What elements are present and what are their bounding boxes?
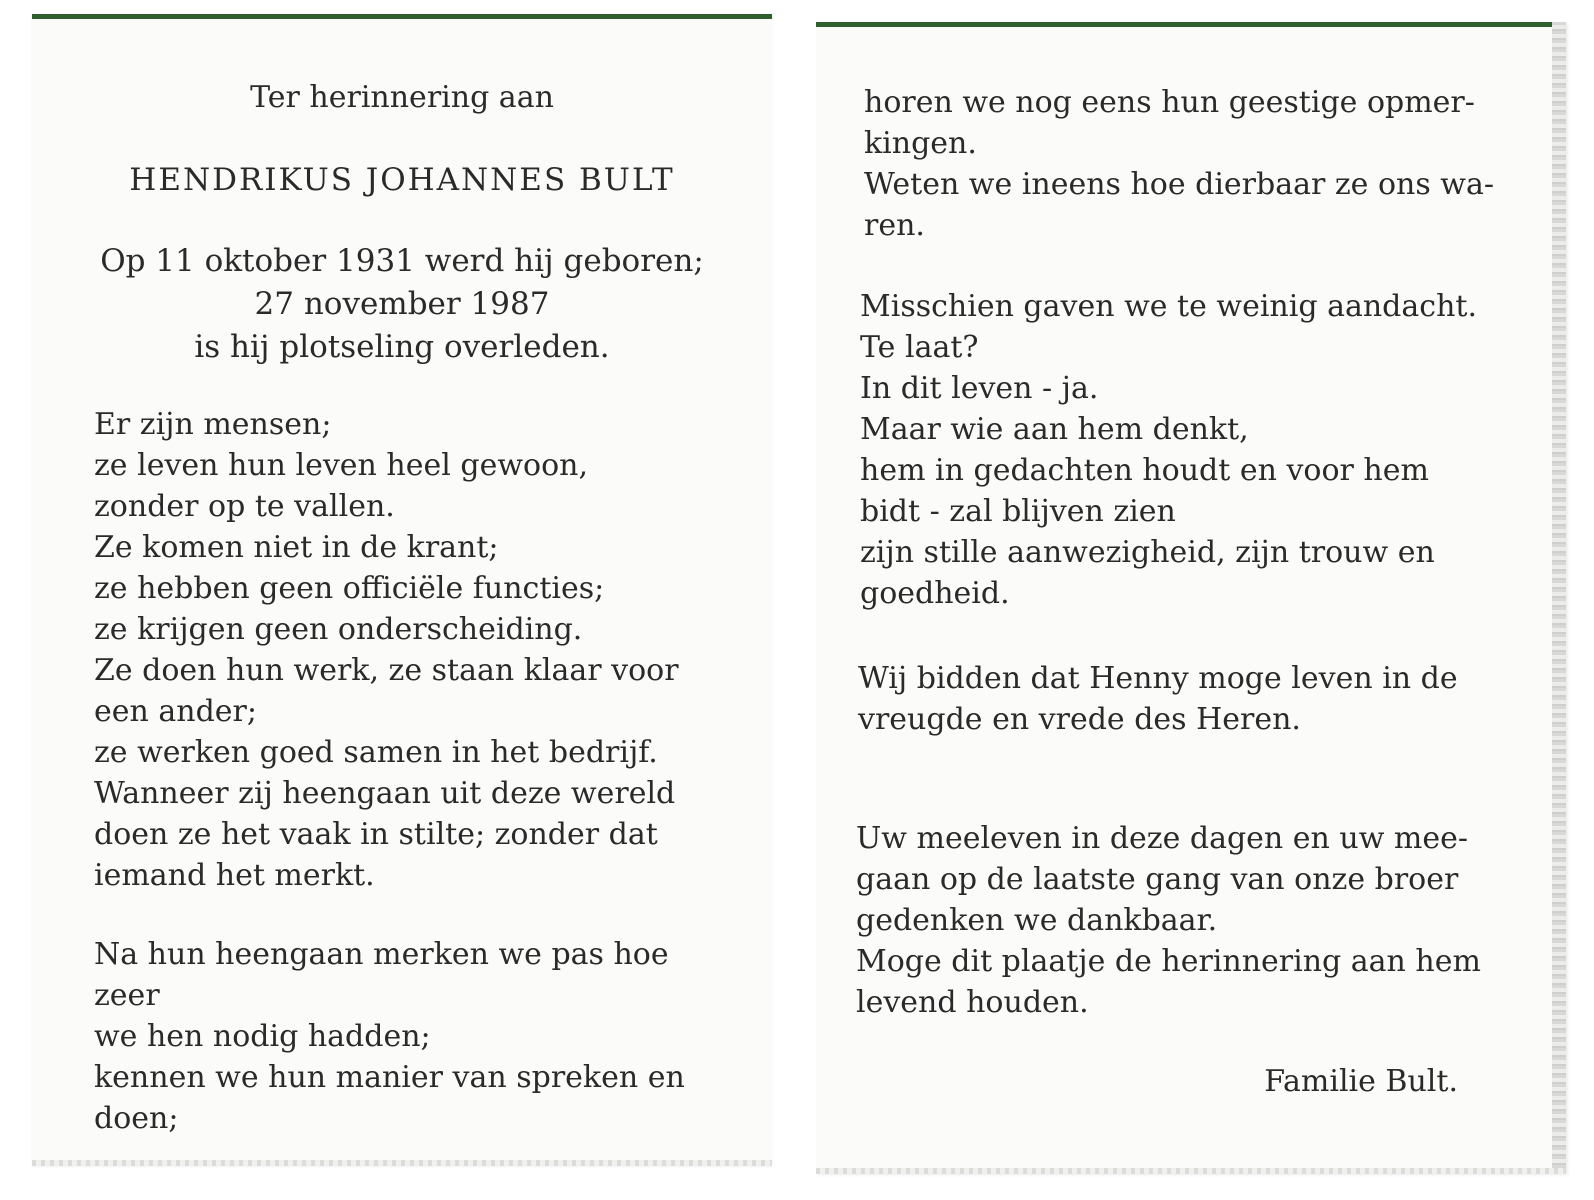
poem-stanza-1 bbox=[94, 404, 734, 896]
poem-line: we hen nodig hadden; bbox=[94, 1019, 431, 1054]
poem-line: In dit leven - ja. bbox=[860, 371, 1099, 406]
poem-line: doen; bbox=[94, 1101, 179, 1136]
poem-line: kennen we hun manier van spreken en bbox=[94, 1060, 685, 1095]
poem-line: Wanneer zij heengaan uit deze wereld bbox=[94, 776, 676, 811]
poem-line: goedheid. bbox=[860, 576, 1010, 611]
memorial-card-right bbox=[816, 22, 1566, 1174]
poem-stanza-4 bbox=[860, 286, 1520, 614]
poem-line: Misschien gaven we te weinig aandacht. bbox=[860, 289, 1477, 324]
card-bottom-edge bbox=[816, 1168, 1566, 1174]
thanks-stanza bbox=[856, 818, 1516, 1023]
poem-line: ze leven hun leven heel gewoon, bbox=[94, 448, 588, 483]
poem-line: vreugde en vrede des Heren. bbox=[858, 702, 1301, 737]
poem-line: ze krijgen geen onderscheiding. bbox=[94, 612, 583, 647]
intro-line: Ter herinnering aan bbox=[250, 80, 554, 115]
poem-line: bidt - zal blijven zien bbox=[860, 494, 1176, 529]
poem-line: hem in gedachten houdt en voor hem bbox=[860, 453, 1429, 488]
card-bottom-edge bbox=[32, 1160, 772, 1166]
poem-line: Maar wie aan hem denkt, bbox=[860, 412, 1249, 447]
birth-death-dates bbox=[32, 240, 772, 369]
card-right-edge bbox=[1552, 22, 1566, 1174]
poem-line: ze werken goed samen in het bedrijf. bbox=[94, 735, 658, 770]
date-line: is hij plotseling overleden. bbox=[194, 329, 610, 365]
poem-line: iemand het merkt. bbox=[94, 858, 375, 893]
memorial-card-left bbox=[32, 14, 772, 1166]
poem-line: zijn stille aanwezigheid, zijn trouw en bbox=[860, 535, 1435, 570]
poem-line: ze hebben geen officiële functies; bbox=[94, 571, 605, 606]
poem-line: Weten we ineens hoe dierbaar ze ons wa- bbox=[864, 167, 1494, 202]
poem-line: Ze komen niet in de krant; bbox=[94, 530, 499, 565]
poem-line: doen ze het vaak in stilte; zonder dat bbox=[94, 817, 658, 852]
poem-line: Na hun heengaan merken we pas hoe zeer bbox=[94, 937, 669, 1013]
poem-line: gaan op de laatste gang van onze broer bbox=[856, 862, 1459, 897]
poem-stanza-2 bbox=[94, 934, 734, 1139]
poem-line: zonder op te vallen. bbox=[94, 489, 395, 524]
poem-stanza-3 bbox=[864, 82, 1524, 246]
date-line: Op 11 oktober 1931 werd hij geboren; bbox=[100, 243, 704, 279]
date-line: 27 november 1987 bbox=[254, 286, 550, 322]
green-top-rule bbox=[32, 14, 772, 19]
poem-line: levend houden. bbox=[856, 985, 1089, 1020]
poem-line: Wij bidden dat Henny moge leven in de bbox=[858, 661, 1458, 696]
poem-line: horen we nog eens hun geestige opmer- bbox=[864, 85, 1475, 120]
poem-line: Ze doen hun werk, ze staan klaar voor bbox=[94, 653, 679, 688]
deceased-name: HENDRIKUS JOHANNES BULT bbox=[129, 162, 675, 198]
poem-line: Te laat? bbox=[860, 330, 979, 365]
poem-line: Moge dit plaatje de herinnering aan hem bbox=[856, 944, 1481, 979]
green-top-rule bbox=[816, 22, 1566, 27]
poem-line: ren. bbox=[864, 208, 925, 243]
poem-line: kingen. bbox=[864, 126, 977, 161]
poem-line: gedenken we dankbaar. bbox=[856, 903, 1218, 938]
poem-line: Er zijn mensen; bbox=[94, 407, 332, 442]
family-signature: Familie Bult. bbox=[1264, 1064, 1458, 1099]
poem-line: een ander; bbox=[94, 694, 257, 729]
poem-line: Uw meeleven in deze dagen en uw mee- bbox=[856, 821, 1469, 856]
prayer-stanza bbox=[858, 658, 1518, 740]
